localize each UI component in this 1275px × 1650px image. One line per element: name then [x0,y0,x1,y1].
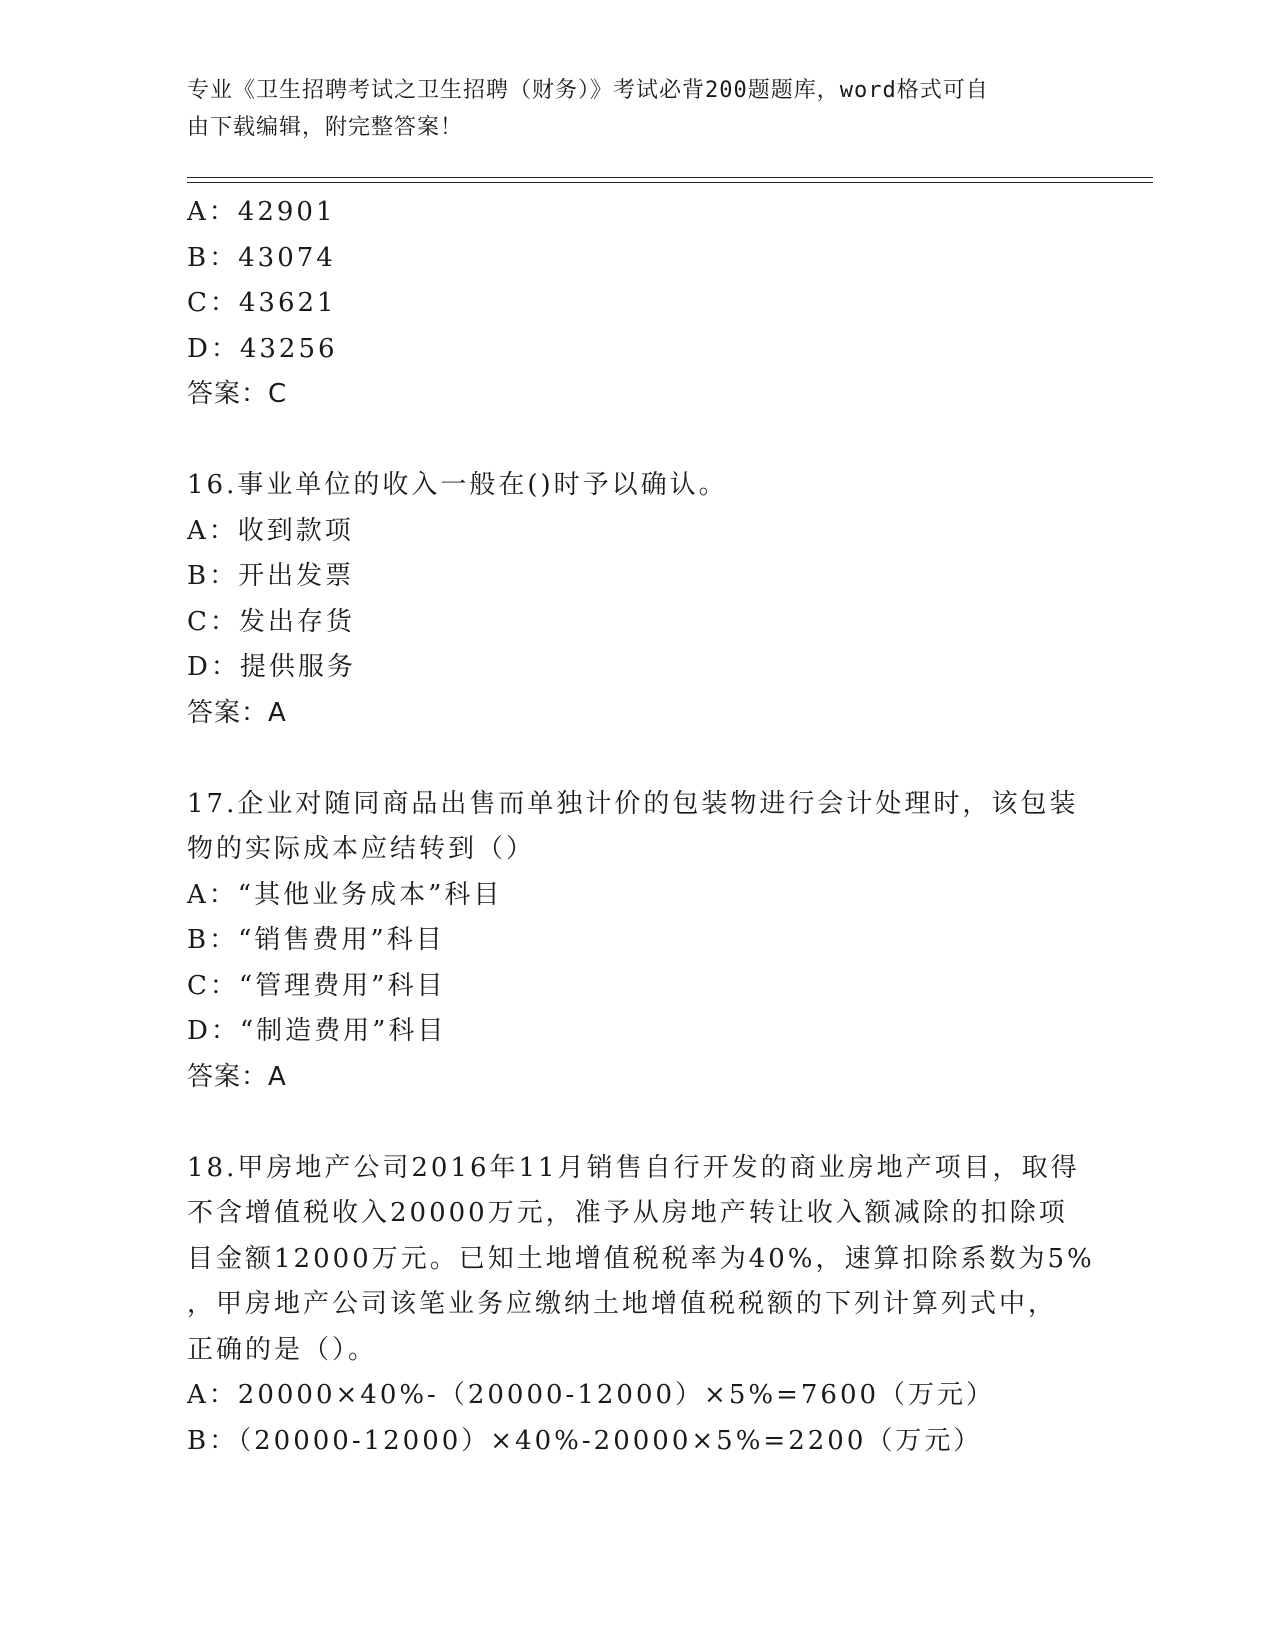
answer-line: 答案：A [187,1061,287,1092]
question-16-block [187,463,1067,736]
option-c: C：“管理费用”科目 [187,970,446,1001]
option-a: A：20000×40%-（20000-12000）×5%=7600（万元） [187,1380,996,1410]
option-a: A：“其他业务成本”科目 [187,879,503,910]
spacer [187,1100,1067,1146]
question-stem: ，甲房地产公司该笔业务应缴纳土地增值税税额的下列计算列式中， [187,1289,1058,1319]
question-stem: 正确的是（）。 [187,1334,378,1365]
question-stem: 17.企业对随同商品出售而单独计价的包装物进行会计处理时，该包装 [187,788,1079,819]
question-18-block [187,1146,1095,1465]
option-a: A：收到款项 [187,515,354,546]
option-b: B：（20000-12000）×40%-20000×5%=2200（万元） [187,1425,983,1456]
option-b: B：“销售费用”科目 [187,925,445,955]
option-b: B：43074 [187,242,336,273]
header-divider-bottom [187,182,1153,183]
document-header [187,72,1067,146]
option-d: D：提供服务 [187,652,356,682]
question-stem: 16.事业单位的收入一般在()时予以确认。 [187,470,728,500]
option-c: C：发出存货 [187,606,355,637]
spacer [187,736,1067,782]
question-stem: 18.甲房地产公司2016年11月销售自行开发的商业房地产项目，取得 [187,1152,1080,1183]
question-17-block [187,782,1079,1101]
question-list [187,190,1095,1464]
header-line-1: 专业《卫生招聘考试之卫生招聘（财务）》考试必背200题题库，word格式可自 [187,78,989,103]
option-c: C：43621 [187,288,337,318]
question-stem: 物的实际成本应结转到（） [187,834,536,864]
option-d: D：43256 [187,333,338,364]
question-15-block [187,190,1067,418]
header-divider-top [187,177,1153,178]
option-a: A：42901 [187,197,336,227]
spacer [187,418,1067,464]
header-line-2: 由下载编辑，附完整答案！ [187,115,464,140]
answer-line: 答案：A [187,697,287,728]
answer-line: 答案：C [187,379,288,409]
question-stem: 目金额12000万元。已知土地增值税税率为40%，速算扣除系数为5% [187,1243,1095,1274]
question-stem: 不含增值税收入20000万元，准予从房地产转让收入额减除的扣除项 [187,1198,1068,1228]
option-d: D：“制造费用”科目 [187,1016,447,1046]
option-b: B：开出发票 [187,561,355,591]
